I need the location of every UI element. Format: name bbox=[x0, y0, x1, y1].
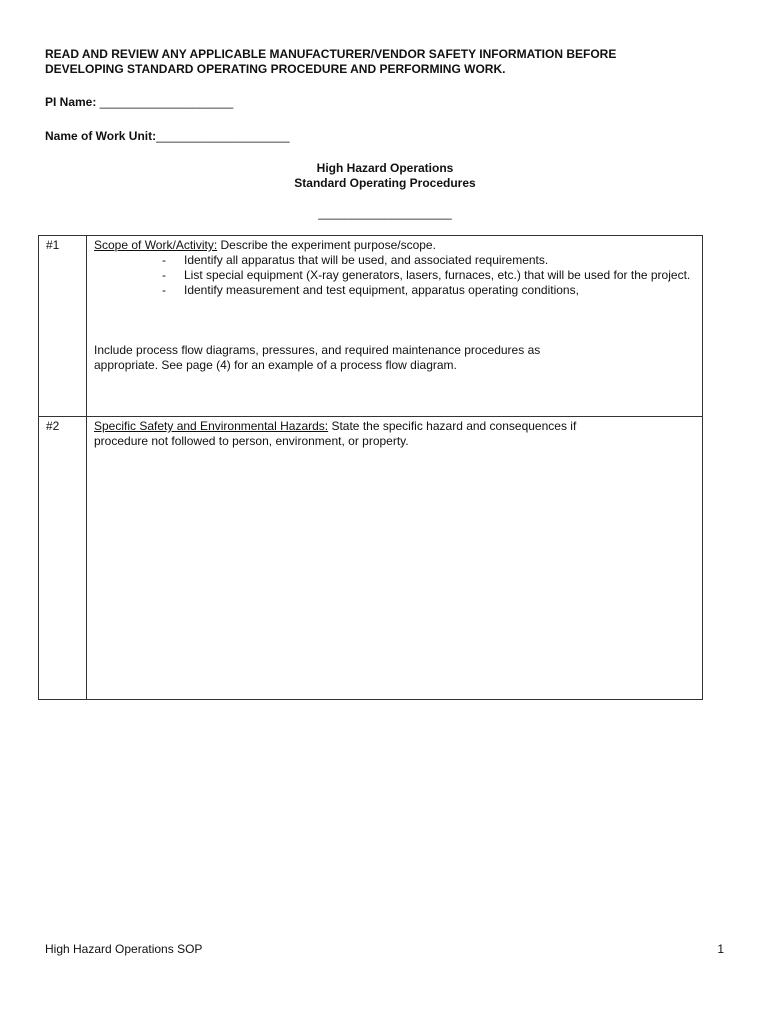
scope-intro bbox=[94, 238, 696, 253]
dash-bullet: - bbox=[162, 253, 166, 267]
section-number-cell bbox=[39, 236, 87, 417]
section-content-cell[interactable] bbox=[87, 236, 703, 417]
section-content-cell[interactable] bbox=[87, 417, 703, 700]
table-row bbox=[39, 417, 703, 700]
work-unit-label: Name of Work Unit: bbox=[45, 129, 157, 143]
scope-bullet-list bbox=[94, 253, 696, 298]
safety-notice-line-1: READ AND REVIEW ANY APPLICABLE MANUFACTURER/VENDOR SAFETY INFORMATION BEFORE bbox=[45, 47, 617, 61]
scope-description: Describe the experiment purpose/scope. bbox=[217, 238, 436, 252]
hazards-description-line-2: procedure not followed to person, environment, or property. bbox=[94, 434, 409, 448]
dash-bullet: - bbox=[162, 268, 166, 282]
work-unit-field[interactable] bbox=[45, 129, 290, 143]
hazards-description: State the specific hazard and consequences if bbox=[328, 419, 577, 433]
document-title bbox=[0, 161, 770, 191]
sop-table bbox=[38, 235, 703, 700]
list-item-text: List special equipment (X-ray generators, lasers, furnaces, etc.) that will be used for the project. bbox=[184, 268, 691, 282]
pi-name-label: PI Name: bbox=[45, 95, 100, 109]
safety-notice bbox=[45, 47, 725, 77]
dash-bullet: - bbox=[162, 283, 166, 297]
scope-footer-line-2: appropriate. See page (4) for an example of a process flow diagram. bbox=[94, 358, 457, 372]
title-blank-line[interactable]: ____________________ bbox=[318, 206, 452, 220]
list-item-text: Identify measurement and test equipment, apparatus operating conditions, bbox=[184, 283, 579, 297]
title-line-1: High Hazard Operations bbox=[316, 161, 454, 175]
scope-footer-line-1: Include process flow diagrams, pressures, and required maintenance procedures as bbox=[94, 343, 541, 357]
title-line-2: Standard Operating Procedures bbox=[294, 176, 476, 190]
footer-document-name: High Hazard Operations SOP bbox=[45, 942, 203, 956]
pi-name-blank[interactable]: ____________________ bbox=[99, 95, 234, 109]
hazards-intro bbox=[94, 419, 696, 434]
table-row bbox=[39, 236, 703, 417]
footer-page-number: 1 bbox=[717, 942, 724, 956]
list-item-text: Identify all apparatus that will be used, and associated requirements. bbox=[184, 253, 549, 267]
section-number: #1 bbox=[46, 238, 60, 252]
hazards-heading: Specific Safety and Environmental Hazards: bbox=[94, 419, 329, 433]
list-item bbox=[162, 283, 696, 298]
safety-notice-line-2: DEVELOPING STANDARD OPERATING PROCEDURE AND PERFORMING WORK. bbox=[45, 62, 506, 76]
pi-name-field[interactable] bbox=[45, 95, 233, 109]
section-number-cell bbox=[39, 417, 87, 700]
section-number: #2 bbox=[46, 419, 60, 433]
list-item bbox=[162, 253, 696, 268]
list-item bbox=[162, 268, 696, 283]
work-unit-blank[interactable]: ____________________ bbox=[156, 129, 290, 143]
scope-heading: Scope of Work/Activity: bbox=[94, 238, 218, 252]
